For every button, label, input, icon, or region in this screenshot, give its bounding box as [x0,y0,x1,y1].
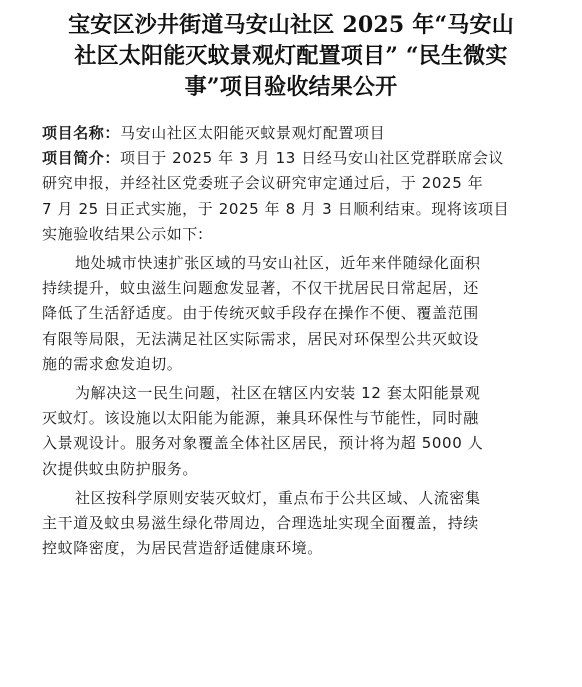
title-line: 社区太阳能灭蚊景观灯配置项目” “民生微实 [74,43,508,69]
document-title [30,10,552,103]
title-line: 宝安区沙井街道马安山社区 2025 年“马安山 [68,12,514,38]
paragraph-line: 为解决这一民生问题，社区在辖区内安装 12 套太阳能景观 [75,384,481,403]
project-name-label: 项目名称： [42,124,121,142]
project-intro-line: 实施验收结果公示如下: [42,224,204,243]
paragraph-line: 入景观设计。服务对象覆盖全体社区居民，预计将为超 5000 人 [42,434,484,453]
paragraph-installation [42,486,548,562]
project-name-value: 马安山社区太阳能灭蚊景观灯配置项目 [120,124,386,142]
document-body [42,121,548,561]
paragraph-line: 地处城市快速扩张区域的马安山社区，近年来伴随绿化面积 [75,254,481,273]
project-intro-line [42,146,548,171]
paragraph-line: 次提供蚊虫防护服务。 [42,459,199,478]
project-intro-label: 项目简介： [42,149,121,168]
paragraph-line: 有限等局限，无法满足社区实际需求，居民对环保型公共灭蚊设 [42,329,479,348]
paragraph-background [42,251,548,377]
paragraph-line: 灭蚊灯。该设施以太阳能为能源，兼具环保性与节能性，同时融 [42,409,479,428]
paragraph-line: 社区按科学原则安装灭蚊灯，重点布于公共区域、人流密集 [75,488,481,507]
paragraph-line: 控蚊降密度，为居民营造舒适健康环境。 [42,539,323,558]
title-line: 事”项目验收结果公开 [184,74,398,100]
project-name-line [42,121,548,146]
paragraph-line: 主干道及蚊虫易滋生绿化带周边，合理选址实现全面覆盖，持续 [42,514,479,533]
project-intro-text: 项目于 2025 年 3 月 13 日经马安山社区党群联席会议 [120,149,505,168]
paragraph-line: 持续提升，蚊虫滋生问题愈发显著，不仅干扰居民日常起居，还 [42,279,479,298]
paragraph-line: 施的需求愈发迫切。 [42,354,183,373]
paragraph-line: 降低了生活舒适度。由于传统灭蚊手段存在操作不便、覆盖范围 [42,304,479,323]
project-intro-line: 研究申报，并经社区党委班子会议研究审定通过后，于 2025 年 [42,174,484,193]
project-name-section [42,121,548,146]
project-intro-section [42,146,548,247]
paragraph-solution [42,381,548,482]
project-intro-line: 7 月 25 日正式实施，于 2025 年 8 月 3 日顺利结束。现将该项目 [42,199,510,218]
